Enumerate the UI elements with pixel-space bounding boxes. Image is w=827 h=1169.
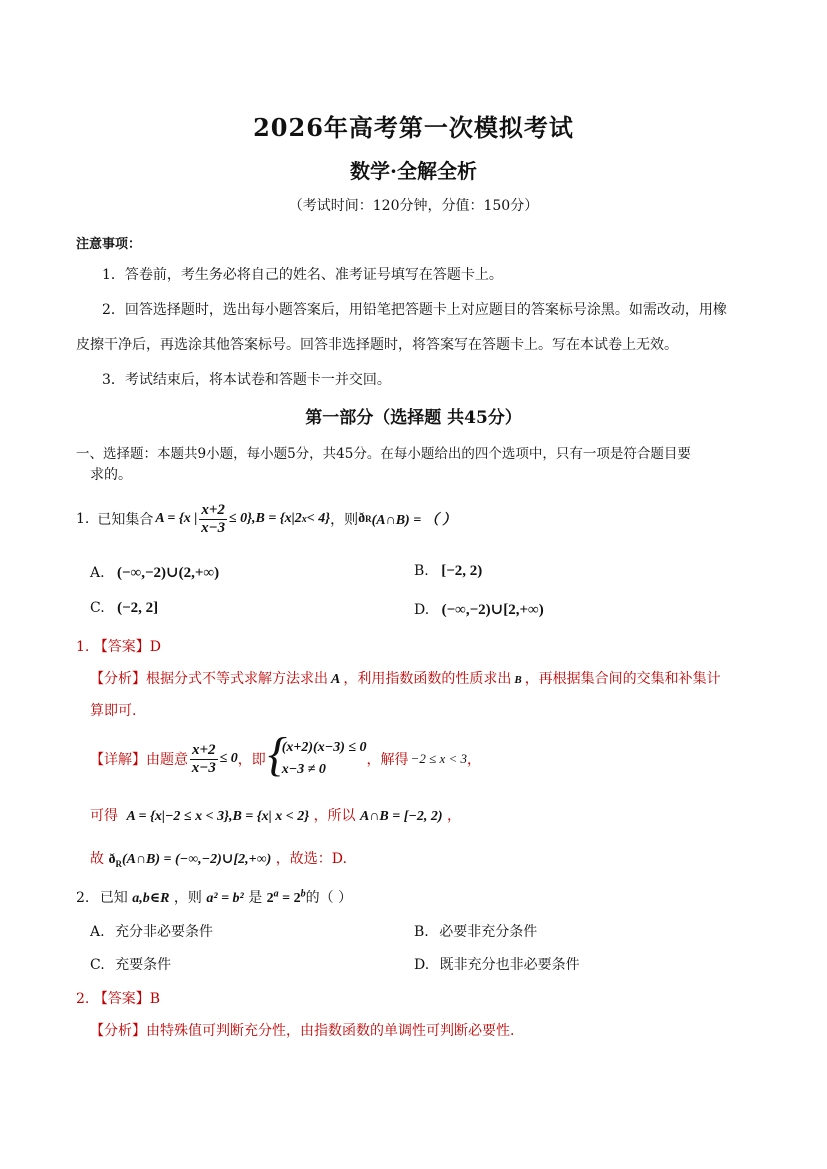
q1-set-a-pre: A = {x | [155, 511, 198, 526]
notice-item-2-line1: 2．回答选择题时，选出每小题答案后，用铅笔把答题卡上对应题目的答案标号涂黑。如需改动，用橡 [102, 302, 727, 318]
q1-line4-end: ，故选：D. [275, 851, 347, 867]
q1-option-b [414, 563, 482, 580]
q2-option-c-text: 充要条件 [115, 957, 172, 973]
section-title: 第一部分（选择题 共45分） [305, 408, 522, 428]
q1-lead: 已知集合 [97, 512, 154, 528]
q1-line4-lead: 故 [90, 851, 104, 867]
q1-detail-solve: ，解得 [366, 752, 409, 768]
q1-ask-tail: (A∩B) = （ ） [371, 513, 457, 528]
q1-stem [76, 497, 456, 541]
q2-stem [76, 887, 352, 907]
q1-analysis-text1: 【分析】根据分式不等式求解方法求出 [90, 671, 328, 687]
notice-item-1: 1．答卷前，考生务必将自己的姓名、准考证号填写在答题卡上。 [102, 267, 503, 283]
q1-option-b-label: B. [414, 563, 429, 579]
q1-option-d [414, 600, 544, 619]
q2-option-a [90, 921, 213, 941]
q1-option-b-text: [−2, 2) [441, 563, 483, 579]
q1-fraction-den: x−3 [201, 519, 226, 536]
q2-prop2-exp-a: a [273, 888, 279, 900]
q1-analysis-a: A [331, 672, 341, 687]
section-intro-line2: 求的。 [90, 467, 132, 483]
q2-condition: a,b∈R [132, 891, 170, 906]
q1-fraction-num: x+2 [201, 501, 225, 518]
q2-option-a-text: 充分非必要条件 [115, 924, 214, 940]
q1-line4-complement: ð [108, 852, 116, 867]
q1-complement-sub: R [365, 514, 372, 524]
q2-answer: 2. 【答案】B [76, 991, 161, 1007]
q2-option-d-text: 既非充分也非必要条件 [439, 957, 580, 973]
q1-then: ，则 [330, 512, 359, 528]
q2-prop1: a² = b² [206, 891, 244, 906]
q2-option-b-text: 必要非充分条件 [439, 924, 538, 940]
q2-tail: 的（ ） [305, 890, 353, 906]
q2-option-c [90, 954, 171, 974]
q1-detail-line3 [90, 848, 347, 869]
q1-exp-x: x [301, 513, 307, 525]
q1-system-brace: { [267, 728, 287, 781]
q1-option-c [90, 600, 158, 617]
q1-answer: 1. 【答案】D [76, 639, 162, 655]
q2-prop2-eq: = 2 [278, 891, 301, 906]
q1-line4-sub: R [115, 858, 122, 869]
q1-line3-intersection: A∩B = [−2, 2) [360, 809, 443, 824]
q1-analysis-b: B [514, 674, 522, 686]
q1-set-a-post: ≤ 0},B = {x|2 [228, 511, 302, 526]
q1-detail-range: −2 ≤ x < 3 [410, 751, 467, 766]
q1-detail-lead: 【详解】由题意 [90, 752, 188, 768]
q1-detail-comma: ， [467, 752, 481, 768]
q1-system-row2: x−3 ≠ 0 [281, 762, 326, 777]
q1-system-row1: (x+2)(x−3) ≤ 0 [281, 740, 367, 755]
q2-is: 是 [248, 890, 263, 906]
exam-subtitle: 数学·全解全析 [350, 159, 477, 183]
q1-detail-line1 [90, 728, 481, 784]
q1-line3-sets: A = {x|−2 ≤ x < 3},B = {x| x < 2} [126, 809, 310, 824]
section-intro-line1: 一、选择题：本题共9小题，每小题5分，共45分。在每小题给出的四个选项中，只有一项是符合题目要 [76, 446, 691, 462]
q1-option-a [90, 563, 219, 582]
q1-detail-line2 [90, 805, 461, 825]
q1-analysis-line1 [90, 668, 721, 688]
q1-detail-num: x+2 [192, 741, 216, 758]
exam-meta: （考试时间：120分钟，分值：150分） [288, 198, 539, 214]
q1-option-a-text: (−∞,−2)∪(2,+∞) [117, 565, 220, 581]
q2-option-b [414, 921, 537, 941]
q1-detail-system [267, 728, 367, 781]
q1-analysis-end: ，再根据集合间的交集和补集计 [524, 671, 721, 687]
q1-number: 1. [76, 511, 90, 527]
q1-line4-tail: (A∩B) = (−∞,−2)∪[2,+∞) [121, 852, 272, 867]
q2-option-c-label: C. [90, 957, 105, 973]
q2-prop2-base: 2 [266, 891, 274, 906]
q2-analysis: 【分析】由特殊值可判断充分性，由指数函数的单调性可判断必要性. [90, 1023, 515, 1039]
q2-option-a-label: A. [90, 924, 105, 940]
q2-number: 2. [76, 890, 90, 906]
notice-item-3: 3．考试结束后，将本试卷和答题卡一并交回。 [102, 372, 391, 388]
q2-option-d-label: D. [414, 957, 430, 973]
q1-line3-lead: 可得 [90, 808, 118, 824]
notice-item-2-line2: 皮擦干净后，再选涂其他答案标号。回答非选择题时，将答案写在答题卡上。写在本试卷上无效。 [76, 337, 678, 353]
q1-line3-so: ，所以 [313, 808, 356, 824]
q2-lead: 已知 [99, 890, 128, 906]
q1-analysis-mid: ，利用指数函数的性质求出 [343, 671, 512, 687]
q2-prop2-exp-b: b [300, 888, 306, 900]
q1-detail-den: x−3 [191, 759, 216, 776]
q2-option-d [414, 954, 580, 974]
exam-title: 2026年高考第一次模拟考试 [253, 113, 574, 142]
q1-detail-fraction [190, 742, 218, 777]
q1-option-c-label: C. [90, 600, 105, 616]
q1-fraction [199, 502, 227, 537]
q1-analysis-line2: 算即可. [90, 703, 137, 719]
q1-set-b-post: < 4} [306, 511, 331, 526]
q1-option-c-text: (−2, 2] [117, 600, 159, 616]
q1-option-d-label: D. [414, 602, 430, 618]
q1-line3-end: ， [447, 808, 461, 824]
q2-then: ，则 [173, 890, 202, 906]
notice-heading: 注意事项： [76, 237, 142, 252]
q1-option-d-text: (−∞,−2)∪[2,+∞) [441, 602, 544, 618]
q1-option-a-label: A. [90, 565, 105, 581]
q1-detail-le: ≤ 0 [219, 751, 238, 766]
q1-complement-symbol: ð [358, 511, 366, 526]
q1-detail-ji: ，即 [237, 752, 266, 768]
q2-option-b-label: B. [414, 924, 429, 940]
